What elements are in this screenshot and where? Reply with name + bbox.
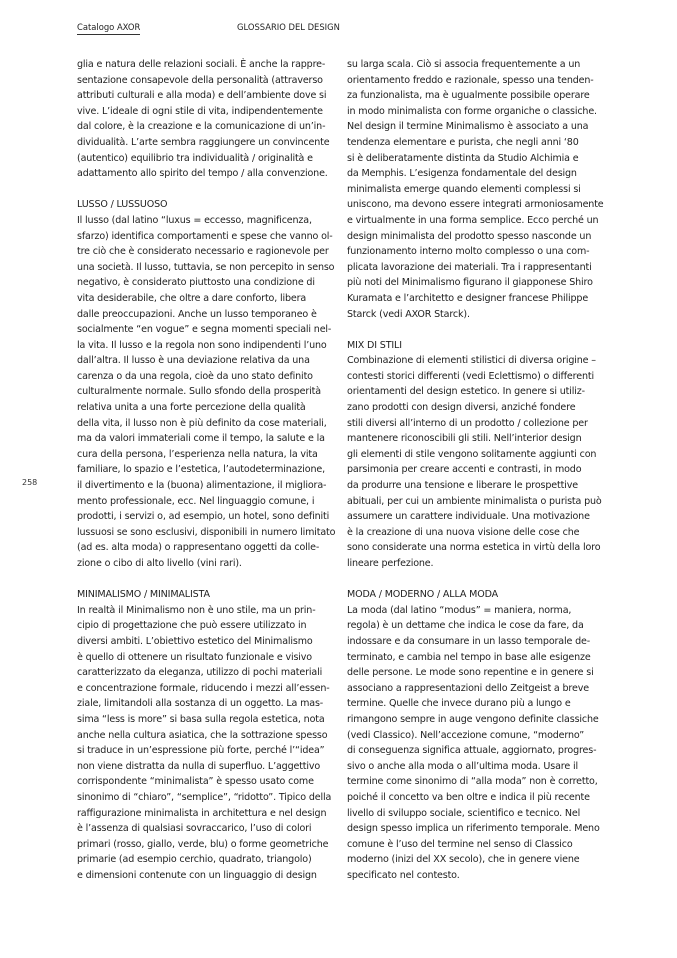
text-line: uniscono, ma devono essere integrati armoniosamente: [347, 199, 604, 211]
entry-heading: LUSSO / LUSSUOSO: [77, 199, 168, 211]
entry-heading: MIX DI STILI: [347, 339, 402, 351]
text-line: diversi ambiti. L’obiettivo estetico del Minimalismo: [77, 635, 313, 647]
text-line: raffigurazione minimalista in architettura e nel design: [77, 807, 327, 819]
text-line: è la creazione di una nuova visione delle cose che: [347, 526, 580, 538]
text-line: dividualità. L’arte sembra raggiungere un convincente: [77, 136, 330, 148]
text-line: (ad es. alta moda) o rappresentano oggetti da colle-: [77, 542, 320, 554]
text-line: za funzionalista, ma è ugualmente possibile operare: [347, 90, 590, 102]
text-line: stili diversi all’interno di un prodotto / collezione per: [347, 417, 588, 429]
text-line: su larga scala. Ciò si associa frequentemente a un: [347, 59, 581, 70]
text-line: primarie (ad esempio cerchio, quadrato, triangolo): [77, 854, 312, 866]
text-line: Combinazione di elementi stilistici di diversa origine –: [347, 355, 596, 367]
text-line: lussuosi se sono esclusivi, disponibili in numero limitato: [77, 526, 336, 538]
entry-heading: MODA / MODERNO / ALLA MODA: [347, 589, 498, 601]
text-line: Nel design il termine Minimalismo è associato a una: [347, 121, 589, 133]
text-line: non viene distratta da nulla di superfluo. L’aggettivo: [77, 760, 321, 772]
text-line: culturalmente normale. Sullo sfondo della prosperità: [77, 386, 321, 398]
catalog-title: Catalogo AXOR: [77, 22, 140, 35]
glossary-entry: [347, 338, 615, 572]
column-right: [347, 57, 615, 899]
text-line: specificato nel contesto.: [347, 869, 460, 881]
text-line: dalle preoccupazioni. Anche un lusso temporaneo è: [77, 308, 317, 320]
text-line: plicata lavorazione dei materiali. Tra i rappresentanti: [347, 261, 592, 273]
text-line: sima “less is more” si basa sulla regola estetica, nota: [77, 713, 325, 725]
text-line: lineare perfezione.: [347, 558, 434, 569]
text-line: sentazione consapevole della personalità (attraverso: [77, 74, 323, 86]
text-line: funzionamento interno molto complesso o una com-: [347, 246, 590, 258]
text-line: poiché il concetto va ben oltre e indica il più recente: [347, 791, 590, 803]
text-line: regola) è un dettame che indica le cose da fare, da: [347, 620, 584, 632]
text-line: sono considerate una norma estetica in virtù della loro: [347, 542, 601, 554]
text-line: relativa unita a una forte percezione della qualità: [77, 402, 306, 414]
text-line: rimangono sempre in auge vengono definite classiche: [347, 713, 599, 725]
text-line: familiare, lo spazio e l’estetica, l’autodeterminazione,: [77, 464, 325, 476]
text-line: vita desiderabile, che oltre a dare conforto, libera: [77, 292, 307, 304]
text-line: corrispondente “minimalista” è spesso usato come: [77, 776, 314, 788]
text-line: in modo minimalista con forme organiche o classiche.: [347, 105, 597, 117]
text-line: il divertimento e la (buona) alimentazione, il migliora-: [77, 480, 327, 492]
text-line: si è deliberatamente distinta da Studio Alchimia e: [347, 152, 579, 164]
text-line: design minimalista del prodotto spesso nasconde un: [347, 230, 592, 242]
glossary-entry: [77, 197, 345, 571]
text-line: la vita. Il lusso e la regola non sono indipendenti l’uno: [77, 339, 327, 351]
text-line: parsimonia per creare accenti e contrasti, in modo: [347, 464, 582, 476]
text-line: terminato, e cambia nel tempo in base alle esigenze: [347, 651, 591, 663]
text-line: da produrre una tensione e liberare le prospettive: [347, 480, 578, 492]
text-line: dall’altra. Il lusso è una deviazione relativa da una: [77, 355, 310, 367]
text-line: comune è l’uso del termine nel senso di Classico: [347, 838, 573, 850]
text-line: e concentrazione formale, riducendo i mezzi all’essen-: [77, 682, 330, 694]
text-line: vive. L’ideale di ogni stile di vita, indipendentemente: [77, 105, 323, 117]
text-line: Kuramata e l’architetto e designer francese Philippe: [347, 292, 589, 304]
text-line: orientamenti del design estetico. In genere si utiliz-: [347, 386, 585, 398]
text-line: e dimensioni contenute con un linguaggio di design: [77, 869, 317, 881]
text-line: attributi culturali e alla moda) e dell’ambiente dove si: [77, 90, 327, 102]
text-line: gli elementi di stile vengono solitamente aggiunti con: [347, 448, 597, 460]
text-line: cura della persona, l’esperienza nella natura, la vita: [77, 448, 318, 460]
text-line: contesti storici differenti (vedi Eclettismo) o differenti: [347, 370, 594, 382]
text-line: ma da valori immateriali come il tempo, la salute e la: [77, 433, 325, 445]
text-line: delle persone. Le mode sono repentine e in genere si: [347, 667, 594, 679]
text-line: Starck (vedi AXOR Starck).: [347, 308, 470, 320]
text-line: carenza o da una regola, cioè da uno stato definito: [77, 370, 313, 382]
text-line: primari (rosso, giallo, verde, blu) o forme geometriche: [77, 838, 329, 850]
text-line: è l’assenza di qualsiasi sovraccarico, l’uso di colori: [77, 823, 312, 835]
text-line: assumere un carattere individuale. Una motivazione: [347, 511, 590, 523]
text-line: adattamento allo spirito del tempo / alla convenzione.: [77, 168, 328, 180]
text-line: La moda (dal latino “modus” = maniera, norma,: [347, 604, 572, 616]
text-line: livello di sviluppo sociale, scientifico e tecnico. Nel: [347, 807, 581, 819]
page-number: 258: [22, 478, 38, 487]
text-line: una società. Il lusso, tuttavia, se non percepito in senso: [77, 261, 335, 273]
glossary-entry: [347, 587, 615, 883]
text-line: si traduce in un’espressione più forte, perché l’“idea”: [77, 745, 325, 757]
text-line: sinonimo di “chiaro”, “semplice”, “ridotto”. Tipico della: [77, 791, 332, 803]
text-line: termine. Quelle che invece durano più a lungo e: [347, 698, 571, 710]
text-line: prodotti, i servizi o, ad esempio, un hotel, sono definiti: [77, 511, 330, 523]
text-line: anche nella cultura asiatica, che la sottrazione spesso: [77, 729, 328, 741]
section-title: GLOSSARIO DEL DESIGN: [237, 22, 340, 32]
text-line: zione o cibo di alto livello (vini rari).: [77, 558, 242, 569]
text-line: caratterizzato da eleganza, utilizzo di pochi materiali: [77, 667, 323, 679]
entry-heading: MINIMALISMO / MINIMALISTA: [77, 589, 210, 601]
text-line: sivo o anche alla moda o all’ultima moda. Usare il: [347, 760, 578, 772]
text-line: design spesso implica un riferimento temporale. Meno: [347, 823, 600, 835]
text-line: orientamento freddo e razionale, spesso una tenden-: [347, 74, 594, 86]
text-line: (vedi Classico). Nell’accezione comune, “moderno”: [347, 729, 585, 741]
glossary-entry: [77, 57, 345, 182]
text-line: ziale, limitandoli alla sostanza di un oggetto. La mas-: [77, 698, 324, 710]
text-line: (autentico) equilibrio tra individualità / originalità e: [77, 152, 313, 164]
text-line: zano prodotti con design diversi, anziché fondere: [347, 402, 576, 414]
text-line: socialmente “en vogue” e segna momenti speciali nel-: [77, 324, 332, 336]
text-line: termine come sinonimo di “alla moda” non è corretto,: [347, 776, 598, 788]
text-line: abituali, per cui un ambiente minimalista o purista può: [347, 495, 602, 507]
text-line: da Memphis. L’esigenza fondamentale del design: [347, 168, 577, 180]
text-line: cipio di progettazione che può essere utilizzato in: [77, 620, 307, 632]
text-line: Il lusso (dal latino “luxus = eccesso, magnificenza,: [77, 214, 312, 226]
text-line: In realtà il Minimalismo non è uno stile, ma un prin-: [77, 604, 316, 616]
text-line: è quello di ottenere un risultato funzionale e visivo: [77, 651, 312, 663]
text-line: tre ciò che è considerato necessario e ragionevole per: [77, 246, 329, 258]
text-line: mantenere riconoscibili gli stili. Nell’interior design: [347, 433, 582, 445]
text-line: tendenza elementare e purista, che negli anni ‘80: [347, 136, 579, 148]
text-line: minimalista emerge quando elementi complessi si: [347, 183, 581, 195]
text-line: e virtualmente in una forma semplice. Ecco perché un: [347, 214, 599, 226]
text-line: mento professionale, ecc. Nel linguaggio comune, i: [77, 495, 315, 507]
text-line: negativo, è considerato piuttosto una condizione di: [77, 277, 315, 289]
text-line: moderno (inizi del XX secolo), che in genere viene: [347, 854, 580, 866]
text-line: dal colore, è la creazione e la comunicazione di un’in-: [77, 121, 326, 133]
text-line: della vita, il lusso non è più definito da cose materiali,: [77, 417, 327, 429]
text-line: glia e natura delle relazioni sociali. È anche la rappre-: [77, 59, 326, 70]
text-line: sfarzo) identifica comportamenti e spese che vanno ol-: [77, 230, 333, 242]
text-line: associano a rappresentazioni dello Zeitgeist a breve: [347, 682, 589, 694]
glossary-entry: [347, 57, 615, 322]
text-line: più noti del Minimalismo figurano il giapponese Shiro: [347, 277, 593, 289]
text-line: indossare e da consumare in un lasso temporale de-: [347, 635, 591, 647]
glossary-entry: [77, 587, 345, 883]
text-line: di conseguenza significa attuale, aggiornato, progres-: [347, 745, 597, 757]
column-left: [77, 57, 345, 899]
